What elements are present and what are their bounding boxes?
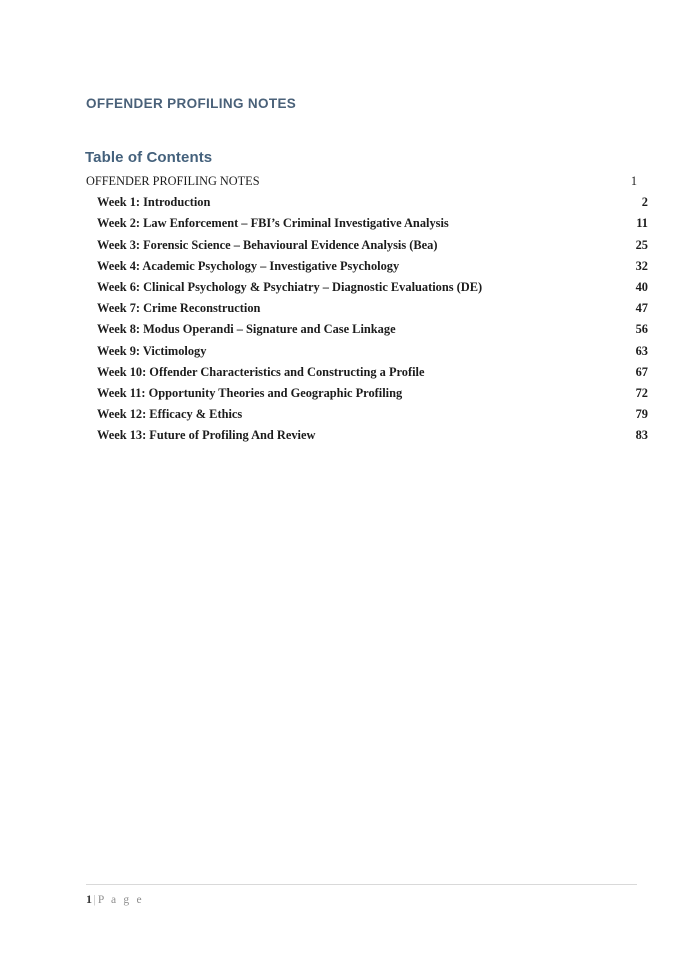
footer-separator: | [93,894,96,906]
toc-entry[interactable] [86,386,648,407]
toc-entry-page-number: 11 [636,216,648,231]
toc-entry[interactable] [86,301,648,322]
toc-entry-page-number: 79 [635,407,648,422]
toc-entry-page-number: 32 [635,258,648,273]
footer-page-number: 1 [86,892,92,906]
toc-dot-leader [451,234,636,235]
toc-entry[interactable] [86,195,648,216]
footer-divider [86,884,637,885]
toc-dot-leader [262,192,625,193]
toc-entry[interactable] [86,259,648,280]
toc-entry-label: Week 3: Forensic Science – Behavioural Evidence Analysis (Bea) [97,237,438,252]
toc-entry-label: Week 10: Offender Characteristics and Constructing a Profile [97,364,425,379]
toc-entry[interactable] [86,407,648,428]
toc-entry-label: Week 8: Modus Operandi – Signature and Case Linkage [97,322,396,337]
toc-dot-leader [208,361,634,362]
toc-entry-label: Week 1: Introduction [97,195,211,210]
toc-dot-leader [427,382,635,383]
toc-dot-leader [212,213,636,214]
toc-dot-leader [262,319,634,320]
toc-dot-leader [244,425,634,426]
footer-page-label: P a g e [97,894,144,906]
toc-entry-page-number: 63 [635,343,648,358]
toc-entry-label: Week 12: Efficacy & Ethics [97,407,243,422]
toc-entry[interactable] [86,428,648,449]
toc-entry[interactable] [86,174,637,195]
toc-entry-page-number: 72 [635,385,648,400]
toc-dot-leader [440,255,635,256]
table-of-contents-heading: Table of Contents [85,149,213,166]
page-title: OFFENDER PROFILING NOTES [86,96,297,111]
toc-entry-label: OFFENDER PROFILING NOTES [86,174,260,188]
page-footer [86,892,144,907]
toc-entry[interactable] [86,280,648,301]
toc-entry-label: Week 6: Clinical Psychology & Psychiatry – Diagnostic Evaluations (DE) [97,279,483,294]
toc-entry-page-number: 67 [635,364,648,379]
toc-entry-label: Week 2: Law Enforcement – FBI’s Criminal Investigative Analysis [97,216,449,231]
toc-entry-label: Week 7: Crime Reconstruction [97,301,261,316]
toc-dot-leader [401,276,634,277]
toc-entry-page-number: 56 [635,322,648,337]
toc-dot-leader [404,404,634,405]
toc-entry-page-number: 47 [635,301,648,316]
toc-entry-label: Week 9: Victimology [97,343,207,358]
toc-entry-label: Week 13: Future of Profiling And Review [97,428,316,443]
toc-dot-leader [317,446,634,447]
toc-entry[interactable] [86,365,648,386]
toc-entry[interactable] [86,344,648,365]
toc-entry[interactable] [86,216,648,237]
toc-entry-page-number: 1 [630,174,637,188]
toc-entry[interactable] [86,238,648,259]
toc-dot-leader [484,298,634,299]
toc-entry-page-number: 40 [635,279,648,294]
toc-entry-page-number: 2 [641,195,648,210]
toc-entry-label: Week 11: Opportunity Theories and Geographic Profiling [97,385,403,400]
table-of-contents-list [86,174,648,449]
toc-entry[interactable] [86,322,648,343]
toc-entry-label: Week 4: Academic Psychology – Investigative Psychology [97,258,400,273]
toc-entry-page-number: 25 [635,237,648,252]
toc-dot-leader [398,340,635,341]
toc-entry-page-number: 83 [635,428,648,443]
